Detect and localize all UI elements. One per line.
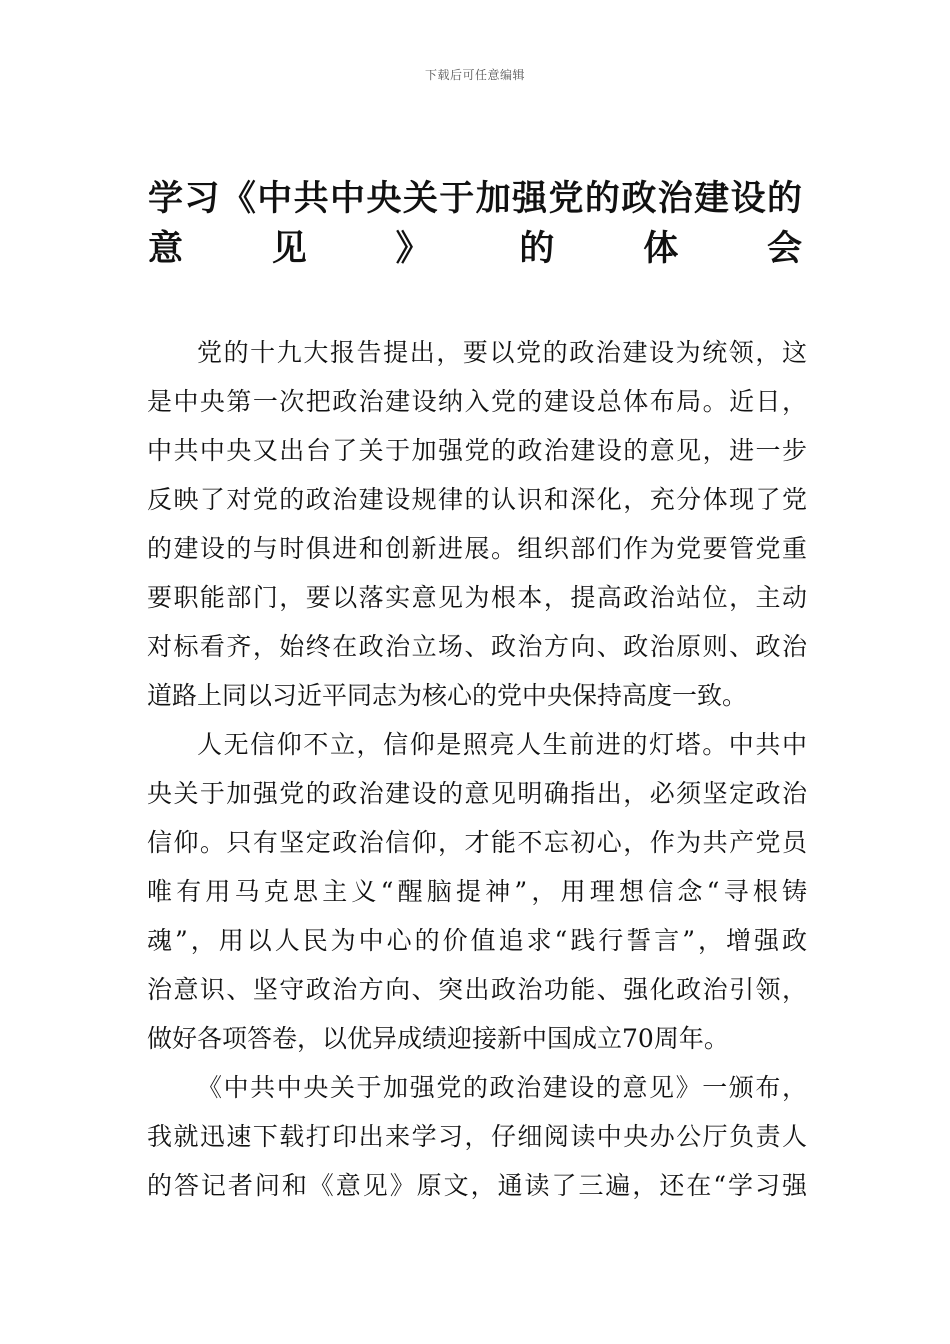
text-line: 的建设的与时俱进和创新进展。组织部们作为党要管党重 (147, 534, 807, 563)
text-line: 是中央第一次把政治建设纳入党的建设总体布局。近日， (147, 387, 807, 416)
text-line: 央关于加强党的政治建设的意见明确指出，必须坚定政治 (147, 779, 807, 808)
text-line: 魂”，用以人民为中心的价值追求“践行誓言”，增强政 (147, 926, 807, 955)
paragraph-2 (147, 720, 807, 1063)
text-line: 要职能部门，要以落实意见为根本，提高政治站位，主动 (147, 583, 807, 612)
text-line: 道路上同以习近平同志为核心的党中央保持高度一致。 (147, 681, 748, 710)
text-line: 的答记者问和《意见》原文，通读了三遍，还在“学习强 (147, 1171, 807, 1200)
text-line: 信仰。只有坚定政治信仰，才能不忘初心，作为共产党员 (147, 828, 807, 857)
document-title (148, 174, 802, 274)
text-line: 做好各项答卷，以优异成绩迎接新中国成立70周年。 (147, 1024, 729, 1053)
paragraph-3 (147, 1063, 807, 1210)
text-line: 人无信仰不立，信仰是照亮人生前进的灯塔。中共中 (197, 730, 807, 759)
text-line: 《中共中央关于加强党的政治建设的意见》一颁布， (197, 1073, 807, 1102)
text-line: 唯有用马克思主义“醒脑提神”，用理想信念“寻根铸 (147, 877, 807, 906)
text-line: 党的十九大报告提出，要以党的政治建设为统领，这 (197, 338, 807, 367)
text-line: 我就迅速下载打印出来学习，仔细阅读中央办公厅负责人 (147, 1122, 807, 1151)
text-line: 治意识、坚守政治方向、突出政治功能、强化政治引领， (147, 975, 807, 1004)
text-line: 中共中央又出台了关于加强党的政治建设的意见，进一步 (147, 436, 807, 465)
document-body (147, 328, 807, 1210)
title-line: 意见》的体会 (148, 229, 802, 269)
header-note: 下载后可任意编辑 (424, 68, 525, 82)
text-line: 反映了对党的政治建设规律的认识和深化，充分体现了党 (147, 485, 807, 514)
title-line: 学习《中共中央关于加强党的政治建设的 (148, 179, 802, 219)
paragraph-1 (147, 328, 807, 720)
text-line: 对标看齐，始终在政治立场、政治方向、政治原则、政治 (147, 632, 807, 661)
